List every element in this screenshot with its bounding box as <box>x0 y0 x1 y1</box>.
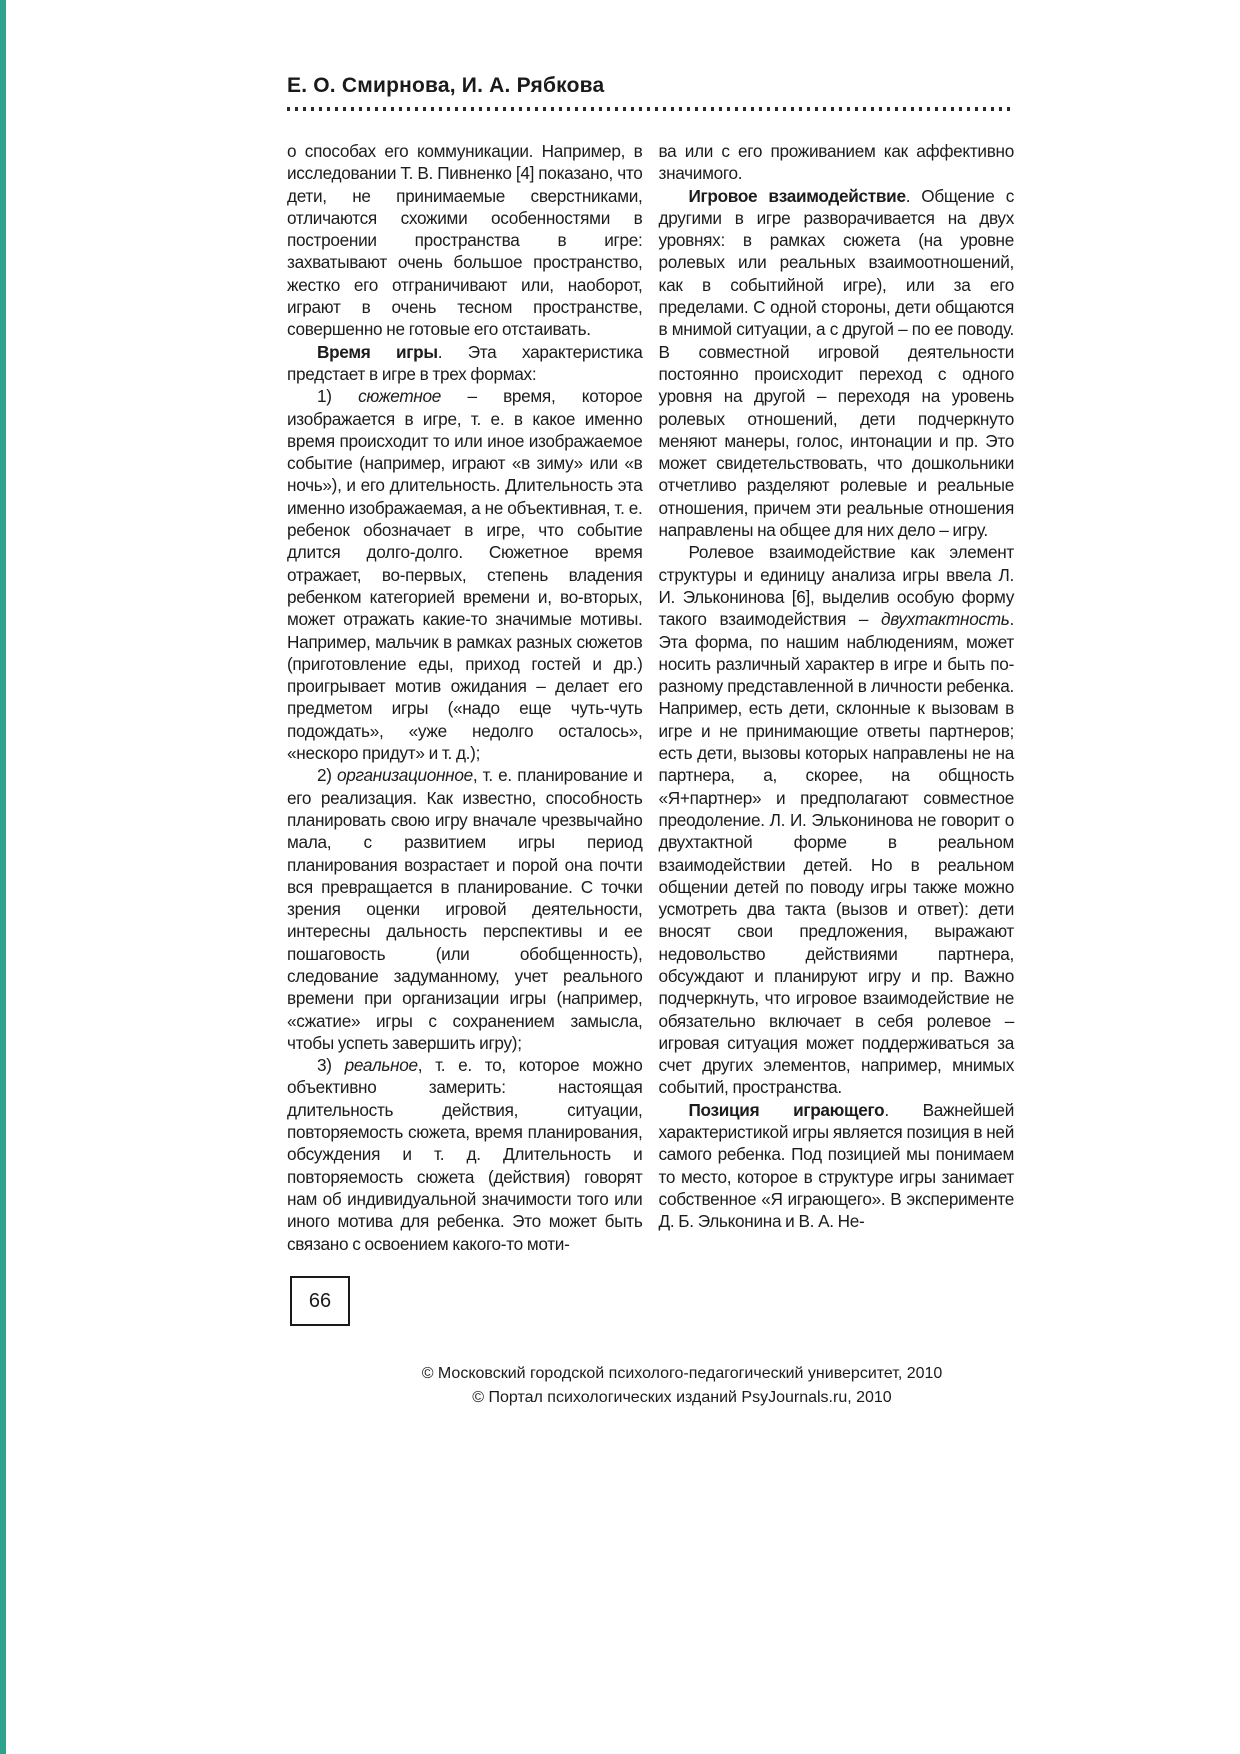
page-number-box <box>290 1276 350 1326</box>
footer <box>287 1362 1077 1410</box>
left-edge-accent-bar <box>0 0 6 1754</box>
page-authors: Е. О. Смирнова, И. А. Рябкова <box>287 74 605 97</box>
page-number: 66 <box>308 1289 332 1312</box>
left-column <box>287 140 643 1255</box>
paragraph: Позиция играющего. Важнейшей характеристикой игры является позиция в ней самого ребенка. Под позицией мы понимаем то место, которое в структуре игры занимает собственное «Я играющего». В эксперименте Д. Б. Эльконина и В. А. Не- <box>658 1099 1014 1232</box>
paragraph: Игровое взаимодействие. Общение с другими в игре разворачивается на двух уровнях: в рамках сюжета (на уровне ролевых или реальных взаимоотношений, как в событийной игре), или за его пределами. С одной стороны, дети общаются в мнимой ситуации, а с другой – по ее поводу. В совместной игровой деятельности постоянно происходит переход с одного уровня на другой – переходя на уровень ролевых отношений, дети подчеркнуто меняют манеры, голос, интонации и пр. Это может свидетельствовать, что дошкольники отчетливо разделяют ролевые и реальные отношения, причем эти реальные отношения направлены на общее для них дело – игру. <box>658 185 1014 541</box>
right-column <box>659 140 1015 1255</box>
paragraph: ва или с его проживанием как аффективно значимого. <box>658 141 1014 184</box>
article-body <box>287 140 1014 1255</box>
paragraph: 1) сюжетное – время, которое изображается в игре, т. е. в какое именно время происходит то или иное изображаемое событие (например, играют «в зиму» или «в ночь»), и его длительность. Длительность эта именно изображаемая, а не объективная, т. е. ребенок обозначает в игре, что событие длится долго-долго. Сюжетное время отражает, во-первых, степень владения ребенком категорией времени и, во-вторых, может отражать какие-то значимые мотивы. Например, мальчик в рамках разных сюжетов (приготовление еды, приход гостей и др.) проигрывает мотив ожидания – делает его предметом игры («надо еще чуть-чуть подождать», «уже недолго осталось», «нескоро придут» и т. д.); <box>287 386 643 764</box>
paragraph: Ролевое взаимодействие как элемент структуры и единицу анализа игры ввела Л. И. Эльконинова [6], выделив особую форму такого взаимодействия – двухтактность. Эта форма, по нашим наблюдениям, может носить различный характер в игре и быть по-разному представленной в личности ребенка. Например, есть дети, склонные к вызовам в игре и не принимающие ответы партнеров; есть дети, вызовы которых направлены не на партнера, а, скорее, на общность «Я+партнер» и предполагают совместное преодоление. Л. И. Эльконинова не говорит о двухтактной форме в реальном взаимодействии детей. Но в реальном общении детей по поводу игры также можно усмотреть два такта (вызов и ответ): дети вносят свои предложения, выражают недовольство действиями партнера, обсуждают и планируют игру и пр. Важно подчеркнуть, что игровое взаимодействие не обязательно включает в себя ролевое – игровая ситуация может поддерживаться за счет других элементов, например, мнимых событий, пространства. <box>658 542 1014 1098</box>
header-dotted-divider <box>287 107 1014 111</box>
paragraph: 3) реальное, т. е. то, которое можно объективно замерить: настоящая длительность действия, ситуации, повторяемость сюжета, время планирования, обсуждения и т. д. Длительность и повторяемость сюжета (действия) говорят нам об индивидуальной значимости того или иного мотива для ребенка. Это может быть связано с освоением какого-то моти- <box>287 1055 643 1254</box>
footer-copyright-portal: © Портал психологических изданий PsyJournals.ru, 2010 <box>472 1389 892 1406</box>
footer-copyright-university: © Московский городской психолого-педагогический университет, 2010 <box>421 1365 943 1382</box>
paragraph: Время игры. Эта характеристика предстает в игре в трех формах: <box>287 341 643 384</box>
paragraph: о способах его коммуникации. Например, в исследовании Т. В. Пивненко [4] показано, что дети, не принимаемые сверстниками, отличаются схожими особенностями в построении пространства в игре: захватывают очень большое пространство, жестко его отграничивают или, наоборот, играют в очень тесном пространстве, совершенно не готовые его отстаивать. <box>287 141 643 340</box>
paragraph: 2) организационное, т. е. планирование и его реализация. Как известно, способность планировать свою игру вначале чрезвычайно мала, с развитием игры период планирования возрастает и порой она почти вся превращается в планирование. С точки зрения оценки игровой деятельности, интересны дальность перспективы и ее пошаговость (или обобщенность), следование задуманному, учет реального времени при организации игры (например, «сжатие» игры с сохранением замысла, чтобы успеть завершить игру); <box>287 765 643 1053</box>
